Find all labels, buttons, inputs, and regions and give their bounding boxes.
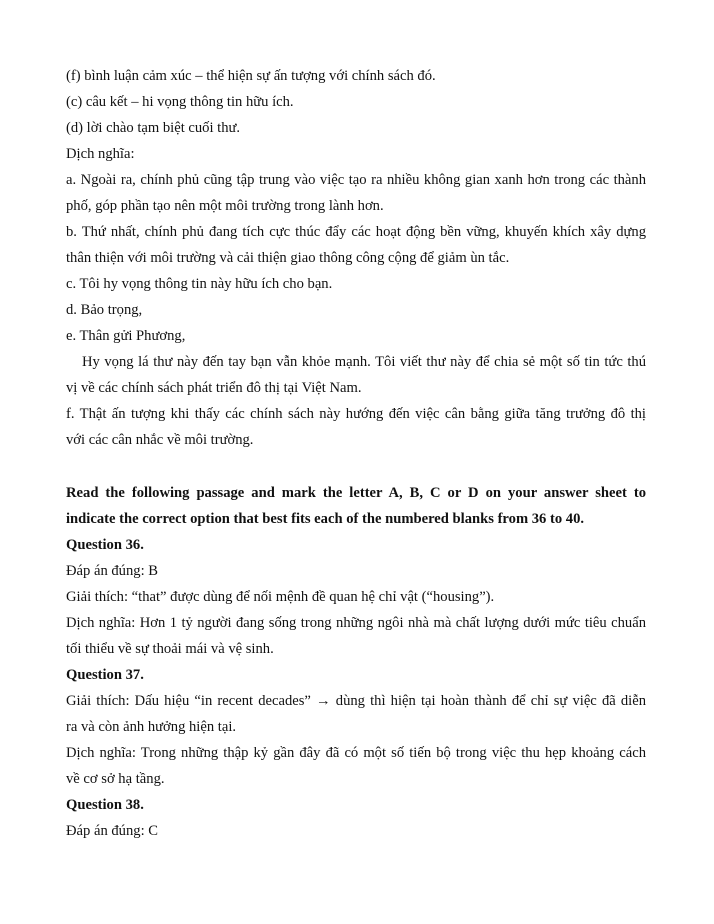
question-36-title: Question 36. <box>66 537 144 553</box>
order-item-d: (d) lời chào tạm biệt cuối thư. <box>66 120 241 136</box>
question-37-translation-line1: Dịch nghĩa: Trong những thập kỷ gần đây đã có một số tiến bộ trong việc thu hẹp khoảng cách <box>66 745 646 761</box>
question-36-explanation: Giải thích: “that” được dùng để nối mệnh đề quan hệ chỉ vật (“housing”). <box>66 589 495 605</box>
order-item-f: (f) bình luận cảm xúc – thể hiện sự ấn tượng với chính sách đó. <box>66 68 436 84</box>
question-37-title: Question 37. <box>66 667 144 683</box>
translation-a-line2: phố, góp phần tạo nên một môi trường trong lành hơn. <box>66 198 384 214</box>
translation-f-line1: f. Thật ấn tượng khi thấy các chính sách này hướng đến việc cân bằng giữa tăng trưởng đô thị <box>66 406 646 422</box>
question-36-translation-line1: Dịch nghĩa: Hơn 1 tỷ người đang sống trong những ngôi nhà mà chất lượng dưới mức tiêu chuẩn <box>66 615 646 631</box>
instruction-line2: indicate the correct option that best fits each of the numbered blanks from 36 to 40. <box>66 511 585 527</box>
translation-d: d. Bảo trọng, <box>66 302 143 318</box>
translation-e-body-line2: vị về các chính sách phát triển đô thị tại Việt Nam. <box>66 380 362 396</box>
translation-label: Dịch nghĩa: <box>66 146 135 162</box>
question-38-answer: Đáp án đúng: C <box>66 823 159 839</box>
question-37-explanation-line1: Giải thích: Dấu hiệu “in recent decades” → dùng thì hiện tại hoàn thành để chỉ sự việc đã diễn <box>66 693 646 709</box>
document-page <box>66 63 646 844</box>
instruction-line1: Read the following passage and mark the letter A, B, C or D on your answer sheet to <box>66 485 646 501</box>
question-37-explanation-line2: ra và còn ảnh hưởng hiện tại. <box>66 719 237 735</box>
translation-b-line2: thân thiện với môi trường và cải thiện giao thông công cộng để giảm ùn tắc. <box>66 250 510 266</box>
order-item-c: (c) câu kết – hi vọng thông tin hữu ích. <box>66 94 294 110</box>
translation-f-line2: với các cân nhắc về môi trường. <box>66 432 254 448</box>
translation-b-line1: b. Thứ nhất, chính phủ đang tích cực thúc đẩy các hoạt động bền vững, khuyến khích xây dựng <box>66 224 646 240</box>
spacer <box>66 453 646 480</box>
question-38-title: Question 38. <box>66 797 144 813</box>
question-36-translation-line2: tối thiểu về sự thoải mái và vệ sinh. <box>66 641 274 657</box>
translation-c: c. Tôi hy vọng thông tin này hữu ích cho bạn. <box>66 276 333 292</box>
question-37-translation-line2: về cơ sở hạ tầng. <box>66 771 165 787</box>
question-36-answer: Đáp án đúng: B <box>66 563 159 579</box>
translation-a-line1: a. Ngoài ra, chính phủ cũng tập trung vào việc tạo ra nhiều không gian xanh hơn trong các thành <box>66 172 646 188</box>
translation-e: e. Thân gửi Phương, <box>66 328 186 344</box>
translation-e-body-line1: Hy vọng lá thư này đến tay bạn vẫn khỏe mạnh. Tôi viết thư này để chia sẻ một số tin tức thú <box>82 354 646 370</box>
